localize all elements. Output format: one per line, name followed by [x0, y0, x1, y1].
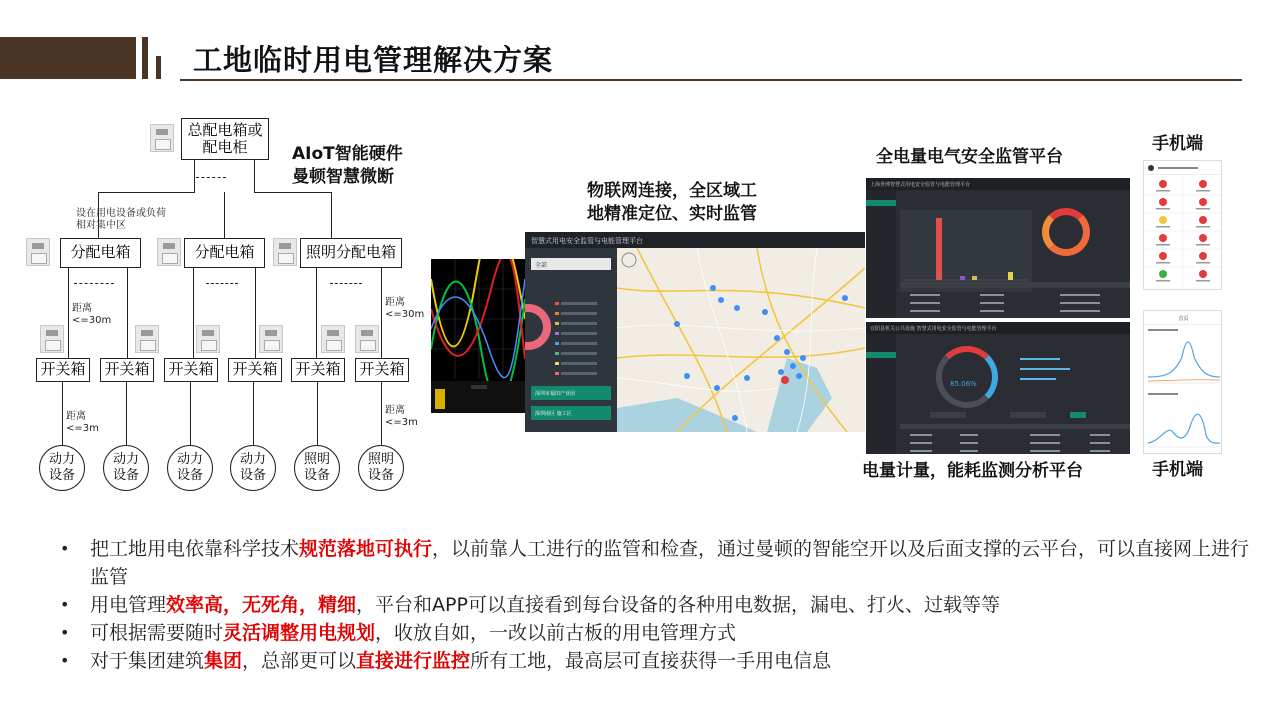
distance-label: 距离 <=30m	[385, 297, 425, 320]
device-label: 动力设备	[176, 452, 203, 483]
switch-box-label: 开关箱	[104, 360, 150, 379]
phone-2-chart-graphic	[1144, 327, 1222, 453]
connector	[381, 268, 382, 358]
connector	[190, 382, 191, 446]
metering-platform-header	[866, 322, 1130, 334]
header-bar	[0, 37, 136, 79]
map-platform-title: 智慧式用电安全监管与电能管理平台	[531, 237, 643, 245]
metering-sidebar-active-item[interactable]	[866, 352, 896, 358]
main-distribution-box	[181, 118, 269, 160]
switch-box	[164, 358, 218, 382]
dist-box-label: 分配电箱	[194, 243, 255, 262]
bullet-text: 对于集团建筑	[90, 650, 205, 672]
metering-sidebar	[866, 334, 896, 454]
connector	[316, 268, 317, 358]
device-circle	[39, 445, 85, 491]
bullet-highlight: 灵活调整用电规划	[223, 622, 376, 644]
bullet-highlight: 直接进行监控	[356, 650, 471, 672]
connector	[224, 192, 225, 238]
switch-box	[228, 358, 282, 382]
metering-platform-screenshot	[866, 322, 1130, 454]
metering-platform-title: 宜阳县机关公共设施 智慧式用电安全监管与电能管理平台	[870, 326, 997, 332]
dist-box-label: 分配电箱	[70, 243, 131, 262]
breaker-icon	[321, 325, 345, 353]
safety-bar-chart-graphic	[900, 210, 1032, 292]
caption-iot-line2: 地精准定位、实时监管	[587, 203, 757, 224]
breaker-icon	[26, 238, 50, 266]
device-label: 动力设备	[48, 452, 75, 483]
safety-platform-title: 上海世博智慧式用电安全监管与电能管理平台	[870, 182, 971, 188]
device-label: 动力设备	[239, 452, 266, 483]
caption-phone-top: 手机端	[1152, 134, 1203, 154]
bullet-text: ，收放自如，一改以前古板的用电管理方式	[375, 622, 737, 644]
safety-donut	[1042, 208, 1090, 256]
phone-app-screenshot-2	[1143, 310, 1222, 454]
connector	[193, 268, 194, 358]
breaker-icon	[273, 238, 297, 266]
caption-phone-bottom: 手机端	[1152, 460, 1203, 480]
bullet-highlight: 规范落地可执行	[299, 538, 433, 560]
map-site-button-label: 深圳市福田产业园	[535, 391, 576, 397]
caption-aiot	[292, 143, 403, 189]
breaker-icon	[157, 238, 181, 266]
connector	[331, 192, 332, 238]
phone-1-header	[1144, 161, 1222, 175]
connector	[253, 382, 254, 446]
metering-stats	[1016, 352, 1086, 392]
bullet-item-4	[58, 647, 1258, 675]
map-platform-screenshot	[525, 232, 865, 432]
device-label: 照明设备	[367, 452, 394, 483]
map-site-button-label: 深圳南区 施工区	[535, 411, 572, 417]
breaker-icon	[40, 325, 64, 353]
distance-label: 距离 <=3m	[66, 411, 99, 434]
connector	[381, 382, 382, 446]
safety-sidebar	[866, 190, 896, 318]
connector	[62, 382, 63, 446]
dash-separator	[206, 283, 238, 284]
device-circle	[358, 445, 404, 491]
bullet-text: ，平台和APP可以直接看到每台设备的各种用电数据，漏电、打火、过载等等	[356, 594, 1000, 616]
waveform-graphic	[431, 259, 525, 413]
connector	[317, 382, 318, 446]
switch-box	[36, 358, 90, 382]
map-search-select[interactable]	[531, 258, 611, 270]
metering-gauge	[936, 346, 998, 408]
safety-platform-header	[866, 178, 1130, 190]
device-circle	[103, 445, 149, 491]
device-circle	[167, 445, 213, 491]
connector	[98, 192, 195, 193]
breaker-icon	[196, 325, 220, 353]
map-site-button-1[interactable]	[531, 386, 611, 400]
safety-sidebar-active-item[interactable]	[866, 200, 896, 206]
bullet-item-2	[58, 591, 1258, 619]
connector	[126, 382, 127, 446]
phone-1-title	[1158, 167, 1198, 169]
switch-box	[355, 358, 409, 382]
switch-box-label: 开关箱	[40, 360, 86, 379]
metering-gauge-value: 85.06%	[950, 380, 977, 388]
device-circle	[294, 445, 340, 491]
switch-box-label: 开关箱	[295, 360, 341, 379]
header-divider	[180, 79, 1242, 81]
safety-platform-screenshot	[866, 178, 1130, 318]
breaker-icon	[150, 124, 174, 152]
caption-aiot-line2: 曼顿智慧微断	[292, 166, 394, 187]
metering-table-graphic	[900, 410, 1130, 454]
caption-iot-line1: 物联网连接，全区域工	[587, 181, 757, 201]
connector	[194, 160, 195, 192]
dist-box-1	[60, 238, 141, 268]
metering-stats-graphic	[1016, 352, 1086, 392]
bullet-highlight: 集团	[204, 650, 243, 672]
bullet-text: 用电管理	[90, 594, 167, 616]
dist-box-2	[184, 238, 265, 268]
switch-box	[291, 358, 345, 382]
device-circle	[230, 445, 276, 491]
dist-box-label: 照明分配电箱	[305, 243, 396, 262]
map-donut	[525, 304, 551, 350]
device-label: 动力设备	[112, 452, 139, 483]
switch-box-label: 开关箱	[232, 360, 278, 379]
connector	[127, 268, 128, 358]
header-accent-2	[156, 56, 161, 79]
page-title: 工地临时用电管理解决方案	[193, 43, 554, 77]
bullet-item-3	[58, 619, 1258, 647]
device-label: 照明设备	[303, 452, 330, 483]
dash-separator	[196, 177, 226, 178]
bullet-list	[58, 535, 1258, 675]
map-site-button-2[interactable]	[531, 406, 611, 420]
caption-metering-platform: 电量计量，能耗监测分析平台	[862, 461, 1083, 481]
oscilloscope-screenshot	[431, 259, 525, 413]
connector	[68, 268, 69, 358]
phone-2-header	[1144, 311, 1222, 325]
safety-table	[900, 282, 1130, 318]
dash-separator	[330, 283, 362, 284]
map-sidebar	[525, 248, 617, 432]
map-search-value: 全部	[535, 262, 548, 269]
map-platform-header	[525, 232, 865, 248]
bullet-highlight: 效率高，无死角，精细	[166, 594, 357, 616]
safety-bar-chart	[900, 210, 1032, 292]
phone-app-screenshot-1	[1143, 160, 1222, 290]
bullet-text: ，以前靠人工进行的监管和检查，通过曼顿的智能空开以及后面支撑的云平台，可以直接网上进行监管	[90, 538, 1250, 588]
map-graphic	[617, 248, 865, 432]
bullet-text: ，总部更可以	[242, 650, 357, 672]
main-box-label: 总配电箱或配电柜	[187, 120, 263, 156]
phone-2-title: 首页	[1178, 316, 1189, 322]
lighting-dist-box	[300, 238, 402, 268]
caption-iot	[587, 180, 757, 226]
bullet-text: 可根据需要随时	[90, 622, 224, 644]
caption-safety-platform: 全电量电气安全监管平台	[876, 147, 1063, 167]
breaker-icon	[259, 325, 283, 353]
distance-label: 距离 <=3m	[385, 405, 418, 428]
connector	[254, 192, 331, 193]
switch-box-label: 开关箱	[168, 360, 214, 379]
map-legend-graphic	[555, 298, 611, 378]
distance-label: 距离 <=30m	[72, 303, 112, 326]
header-accent-1	[142, 37, 148, 79]
connector	[254, 160, 255, 192]
note-location: 设在用电设备或负荷相对集中区	[76, 208, 166, 231]
safety-table-graphic	[900, 282, 1130, 318]
phone-1-back-icon[interactable]	[1148, 165, 1154, 171]
bullet-item-1	[58, 535, 1258, 591]
map-area[interactable]	[617, 248, 865, 432]
switch-box-label: 开关箱	[359, 360, 405, 379]
phone-1-grid-graphic	[1144, 177, 1222, 289]
bullet-text: 所有工地，最高层可直接获得一手用电信息	[470, 650, 832, 672]
switch-box	[100, 358, 154, 382]
dash-separator	[74, 283, 114, 284]
map-legend	[555, 298, 611, 378]
breaker-icon	[135, 325, 159, 353]
breaker-icon	[355, 325, 379, 353]
connector	[255, 268, 256, 358]
caption-aiot-line1: AIoT智能硬件	[292, 144, 403, 164]
bullet-text: 把工地用电依靠科学技术	[90, 538, 300, 560]
metering-table	[900, 410, 1130, 454]
